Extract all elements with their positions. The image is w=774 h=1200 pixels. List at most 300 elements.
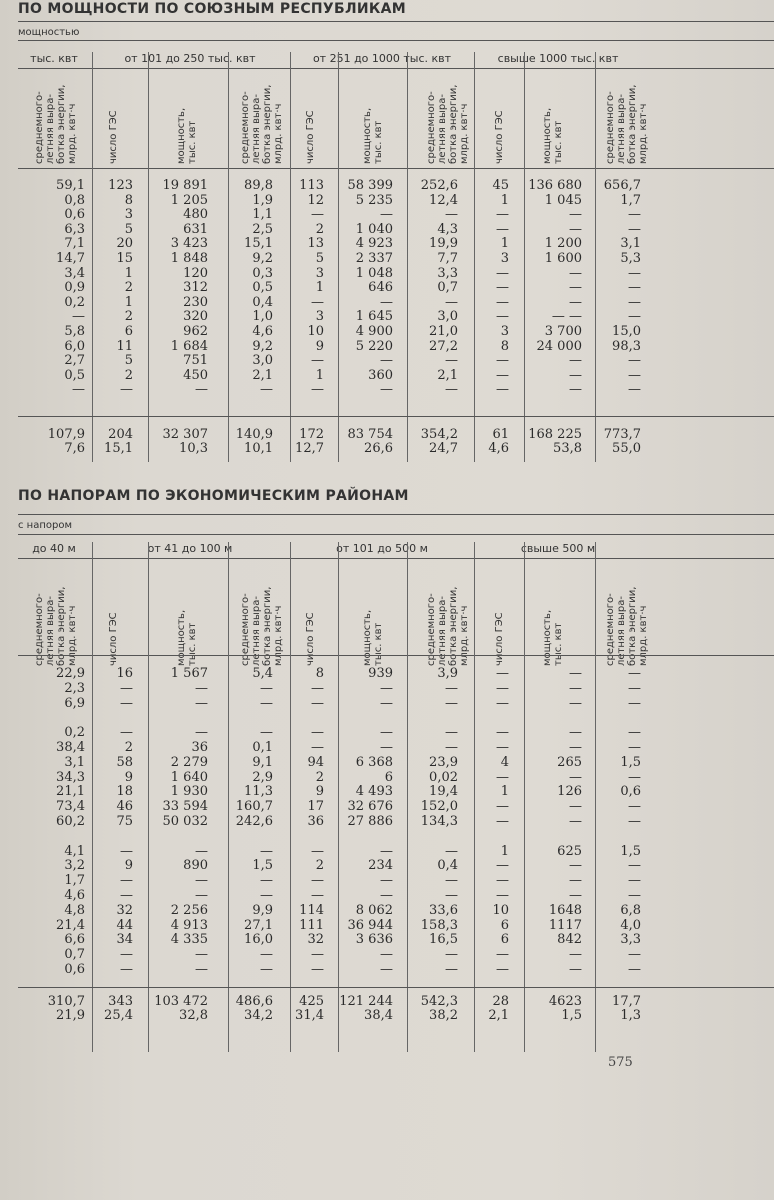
section2-table-cell: — bbox=[569, 814, 582, 829]
section1-table-cell: 20 bbox=[116, 236, 133, 252]
section2-table-cell: — bbox=[445, 888, 458, 903]
section1-table-cell: 120 bbox=[183, 265, 208, 281]
section1-table-cell: 0,7 bbox=[437, 280, 458, 296]
section1-table-cell: 252,6 bbox=[420, 178, 458, 193]
section2-column-header: среднемного- летняя выра- ботка энергии, млрд. квт·ч bbox=[605, 586, 649, 666]
section2-table-cell: — bbox=[628, 725, 641, 741]
section1-table-cell: 24 000 bbox=[536, 338, 582, 354]
section1-totals-cell: 172 bbox=[299, 427, 324, 442]
section2-table-cell: — bbox=[311, 680, 324, 696]
section2-table-cell: — bbox=[195, 843, 208, 859]
section2-totals-cell: 310,7 bbox=[47, 994, 85, 1009]
section2-table-cell: 939 bbox=[368, 666, 393, 681]
section2-table-cell: — bbox=[260, 873, 273, 889]
section1-table-cell: 5 235 bbox=[355, 192, 393, 208]
section2-column-header: мощность, тыс. квт bbox=[542, 609, 564, 666]
section2-table-cell: 34 bbox=[116, 932, 133, 948]
section1-table-cell: 3 700 bbox=[544, 324, 582, 339]
section1-table-cell: 27,2 bbox=[429, 338, 458, 354]
section1-table-cell: — bbox=[195, 382, 208, 398]
section2-table-cell: — bbox=[569, 873, 582, 889]
section2-table-cell: 33 594 bbox=[162, 799, 208, 815]
section1-totals-cell: 354,2 bbox=[420, 427, 458, 442]
section1-table-cell: 8 bbox=[124, 192, 133, 208]
section2-table-cell: 32 676 bbox=[347, 799, 393, 815]
section2-table-cell: — bbox=[120, 680, 133, 696]
section1-table-cell: 0,6 bbox=[64, 207, 85, 223]
section1-table-cell: 5 bbox=[315, 251, 324, 266]
section2-table-cell: 5,4 bbox=[252, 666, 273, 681]
section1-table-cell: 6 bbox=[124, 324, 133, 339]
section1-table-cell: 1 205 bbox=[170, 192, 208, 208]
section2-table-cell: — bbox=[311, 947, 324, 963]
section2-table-cell: 44 bbox=[116, 917, 133, 933]
section1-table-cell: — bbox=[496, 207, 509, 223]
section2-table-cell: 111 bbox=[299, 917, 324, 933]
section2-table-cell: 73,4 bbox=[56, 799, 85, 815]
section2-table-cell: 2,3 bbox=[64, 680, 85, 696]
section2-totals-cell: 486,6 bbox=[235, 994, 273, 1009]
section2-table-cell: — bbox=[496, 666, 509, 681]
section2-totals-cell: 1,5 bbox=[561, 1008, 582, 1023]
section1-totals-cell: 4,6 bbox=[488, 441, 509, 456]
section1-table-cell: 45 bbox=[492, 178, 509, 193]
section1-table-cell: — bbox=[628, 265, 641, 281]
section1-table-cell: 2 bbox=[124, 309, 133, 325]
section2-table-cell: 1,5 bbox=[620, 843, 641, 859]
section2-table-cell: 32 bbox=[307, 932, 324, 948]
section1-table-cell: — bbox=[569, 382, 582, 398]
section2-table-cell: 4,8 bbox=[64, 902, 85, 918]
section1-table-cell: 3,0 bbox=[437, 309, 458, 325]
section2-table-cell: — bbox=[120, 888, 133, 903]
section2-table-cell: 36 bbox=[307, 814, 324, 829]
section1-totals-cell: 140,9 bbox=[235, 427, 273, 442]
section2-table-cell: 36 944 bbox=[347, 917, 393, 933]
section2-header-rule bbox=[18, 534, 774, 535]
section2-table-cell: 32 bbox=[116, 902, 133, 918]
section1-table-cell: 1 684 bbox=[170, 338, 208, 354]
section2-table-cell: 2 bbox=[315, 858, 324, 874]
section2-table-cell: 9 bbox=[315, 784, 324, 800]
section2-column-header: число ГЭС bbox=[305, 612, 316, 666]
section1-table-cell: 3,3 bbox=[437, 265, 458, 281]
section2-table-cell: — bbox=[628, 814, 641, 829]
section1-table-cell: 19 891 bbox=[162, 178, 208, 193]
section1-totals-cell: 61 bbox=[492, 427, 509, 442]
section2-table-cell: 0,1 bbox=[252, 740, 273, 755]
section2-totals-cell: 32,8 bbox=[179, 1008, 208, 1023]
section1-column-header: среднемного- летняя выра- ботка энергии, млрд. квт·ч bbox=[426, 84, 470, 164]
section1-totals-rule bbox=[18, 416, 774, 417]
section1-table-cell: — bbox=[445, 207, 458, 223]
section2-table-cell: 36 bbox=[191, 740, 208, 755]
section2-totals-cell: 103 472 bbox=[154, 994, 208, 1009]
section2-table-cell: — bbox=[496, 858, 509, 874]
section1-column-rule bbox=[18, 168, 774, 169]
section1-table-cell: — bbox=[496, 382, 509, 398]
section2-table-cell: 50 032 bbox=[162, 814, 208, 829]
section2-table-cell: — bbox=[120, 843, 133, 859]
section1-table-cell: — bbox=[628, 207, 641, 223]
section1-table-cell: 1 040 bbox=[355, 221, 393, 237]
section2-first-group-label: до 40 м bbox=[32, 542, 76, 555]
section1-table-cell: 1,9 bbox=[252, 192, 273, 208]
section1-table-cell: 4,6 bbox=[252, 324, 273, 339]
section2-group-label: от 101 до 500 м bbox=[336, 542, 428, 555]
section1-table-cell: 98,3 bbox=[612, 338, 641, 354]
section1-table-cell: — bbox=[380, 353, 393, 369]
section1-column-header: мощность, тыс. квт bbox=[176, 107, 198, 164]
section2-totals-cell: 34,2 bbox=[244, 1008, 273, 1023]
section2-table-cell: 160,7 bbox=[235, 799, 273, 815]
section2-table-cell: 27 886 bbox=[347, 814, 393, 829]
section2-table-cell: 94 bbox=[307, 754, 324, 770]
section2-table-cell: 19,4 bbox=[429, 784, 458, 800]
section1-table-cell: 0,3 bbox=[252, 265, 273, 281]
section1-table-cell: 4 923 bbox=[355, 236, 393, 252]
section2-table-cell: 0,6 bbox=[64, 962, 85, 977]
section2-table-cell: 2 279 bbox=[170, 754, 208, 770]
section2-table-cell: — bbox=[569, 680, 582, 696]
section2-table-cell: — bbox=[628, 695, 641, 711]
section1-table-cell: 1 848 bbox=[170, 251, 208, 266]
section2-table-cell: 0,6 bbox=[620, 784, 641, 800]
section1-table-cell: 656,7 bbox=[603, 178, 641, 193]
section2-table-cell: 9 bbox=[124, 858, 133, 874]
section2-totals-cell: 38,2 bbox=[429, 1008, 458, 1023]
section2-table-cell: — bbox=[120, 962, 133, 977]
section1-table-cell: 3,4 bbox=[64, 265, 85, 281]
section2-table-cell: — bbox=[380, 947, 393, 963]
section1-table-cell: — bbox=[628, 367, 641, 383]
section2-table-cell: — bbox=[445, 843, 458, 859]
section1-table-cell: 12 bbox=[307, 192, 324, 208]
section1-table-cell: 9,2 bbox=[252, 338, 273, 354]
section2-totals-cell: 25,4 bbox=[104, 1008, 133, 1023]
section1-table-cell: — bbox=[380, 207, 393, 223]
section2-table-cell: 1 640 bbox=[170, 769, 208, 785]
section2-table-cell: 242,6 bbox=[235, 814, 273, 829]
section1-table-cell: 1,0 bbox=[252, 309, 273, 325]
section2-table-cell: — bbox=[260, 725, 273, 741]
section1-first-group-label: тыс. квт bbox=[30, 52, 78, 65]
section2-table-cell: — bbox=[569, 858, 582, 874]
section2-table-cell: 4 913 bbox=[170, 917, 208, 933]
section1-totals-cell: 26,6 bbox=[364, 441, 393, 456]
section2-table-cell: — bbox=[195, 695, 208, 711]
section1-totals-cell: 32 307 bbox=[162, 427, 208, 442]
section2-table-cell: 1,5 bbox=[620, 754, 641, 770]
section1-group-label: от 101 до 250 тыс. квт bbox=[124, 52, 256, 65]
section1-table-cell: — bbox=[569, 294, 582, 310]
section1-table-cell: — bbox=[569, 221, 582, 237]
section2-column-header: среднемного- летняя выра- ботка энергии, млрд. квт·ч bbox=[426, 586, 470, 666]
section2-title: ПО НАПОРАМ ПО ЭКОНОМИЧЕСКИМ РАЙОНАМ bbox=[18, 488, 409, 504]
section1-table-cell: 312 bbox=[183, 280, 208, 296]
section2-table-cell: — bbox=[628, 858, 641, 874]
section2-totals-cell: 542,3 bbox=[420, 994, 458, 1009]
section2-table-cell: — bbox=[380, 680, 393, 696]
section2-table-cell: 2 256 bbox=[170, 902, 208, 918]
section2-table-cell: — bbox=[380, 725, 393, 741]
section2-table-cell: 0,2 bbox=[64, 725, 85, 741]
section2-table-cell: — bbox=[496, 740, 509, 755]
section2-table-cell: — bbox=[569, 695, 582, 711]
section2-table-cell: 21,4 bbox=[56, 917, 85, 933]
section2-table-cell: 1 930 bbox=[170, 784, 208, 800]
section2-table-cell: 6 368 bbox=[355, 754, 393, 770]
section1-table-cell: 5 bbox=[124, 353, 133, 369]
section1-column-header: среднемного- летняя выра- ботка энергии, млрд. квт·ч bbox=[34, 84, 78, 164]
section1-table-cell: 123 bbox=[108, 178, 133, 193]
section1-table-cell: — bbox=[628, 294, 641, 310]
section1-table-cell: 4 900 bbox=[355, 324, 393, 339]
section2-table-cell: — bbox=[311, 843, 324, 859]
section1-table-cell: 59,1 bbox=[56, 178, 85, 193]
section2-table-cell: — bbox=[496, 814, 509, 829]
section1-table-cell: 15 bbox=[116, 251, 133, 266]
section1-table-cell: — bbox=[72, 309, 85, 325]
section1-totals-cell: 204 bbox=[108, 427, 133, 442]
section1-table-cell: 13 bbox=[307, 236, 324, 252]
section1-table-cell: 9,2 bbox=[252, 251, 273, 266]
section2-table-cell: 0,4 bbox=[437, 858, 458, 874]
section2-table-cell: — bbox=[628, 666, 641, 681]
section1-table-cell: 1 645 bbox=[355, 309, 393, 325]
section1-table-cell: 9 bbox=[315, 338, 324, 354]
section1-table-cell: 3 bbox=[500, 251, 509, 266]
section2-table-cell: 6 bbox=[500, 932, 509, 948]
section1-table-cell: 2 bbox=[315, 221, 324, 237]
section1-table-cell: — bbox=[628, 353, 641, 369]
section2-table-cell: 6,8 bbox=[620, 902, 641, 918]
section1-table-cell: 136 680 bbox=[528, 178, 582, 193]
section2-table-cell: — bbox=[628, 947, 641, 963]
section1-table-cell: 480 bbox=[183, 207, 208, 223]
section1-group-rule bbox=[18, 68, 774, 69]
section2-table-cell: — bbox=[260, 680, 273, 696]
section1-table-cell: 646 bbox=[368, 280, 393, 296]
section2-table-cell: — bbox=[195, 680, 208, 696]
section2-totals-cell: 2,1 bbox=[488, 1008, 509, 1023]
section1-table-cell: 2 bbox=[124, 280, 133, 296]
section2-table-cell: 9,9 bbox=[252, 902, 273, 918]
section1-table-cell: 3 bbox=[124, 207, 133, 223]
section1-table-cell: 1 bbox=[315, 280, 324, 296]
section2-table-cell: 16,5 bbox=[429, 932, 458, 948]
section1-table-cell: 6,3 bbox=[64, 221, 85, 237]
section1-title-rule bbox=[18, 21, 774, 22]
section1-table-cell: 5 220 bbox=[355, 338, 393, 354]
section2-table-cell: 114 bbox=[299, 902, 324, 918]
section1-totals-cell: 10,1 bbox=[244, 441, 273, 456]
section1-totals-cell: 55,0 bbox=[612, 441, 641, 456]
section1-table-cell: — bbox=[311, 382, 324, 398]
section2-table-cell: 22,9 bbox=[56, 666, 85, 681]
section1-group-label: свыше 1000 тыс. квт bbox=[497, 52, 619, 65]
section2-table-cell: — bbox=[496, 947, 509, 963]
section2-table-cell: 6,6 bbox=[64, 932, 85, 948]
section2-totals-cell: 425 bbox=[299, 994, 324, 1009]
section2-table-cell: 126 bbox=[557, 784, 582, 800]
section1-table-cell: — bbox=[569, 353, 582, 369]
section1-table-cell: — bbox=[380, 382, 393, 398]
section1-table-cell: — bbox=[380, 294, 393, 310]
section2-table-cell: — bbox=[445, 740, 458, 755]
section1-table-cell: 2 bbox=[124, 367, 133, 383]
section2-totals-cell: 121 244 bbox=[339, 994, 393, 1009]
section2-table-cell: — bbox=[120, 947, 133, 963]
section2-table-cell: — bbox=[445, 873, 458, 889]
section1-table-cell: 5,3 bbox=[620, 251, 641, 266]
section2-table-cell: — bbox=[195, 873, 208, 889]
section2-column-header: среднемного- летняя выра- ботка энергии, млрд. квт·ч bbox=[34, 586, 78, 666]
section1-table-cell: 2 337 bbox=[355, 251, 393, 266]
section1-table-cell: 1 600 bbox=[544, 251, 582, 266]
section2-table-cell: 27,1 bbox=[244, 917, 273, 933]
section2-table-cell: 0,7 bbox=[64, 947, 85, 963]
section2-table-cell: 265 bbox=[557, 754, 582, 770]
section2-table-cell: 1 bbox=[500, 784, 509, 800]
section1-table-cell: 0,5 bbox=[252, 280, 273, 296]
section1-table-cell: 89,8 bbox=[244, 178, 273, 193]
section2-table-cell: — bbox=[120, 695, 133, 711]
section2-table-cell: 625 bbox=[557, 843, 582, 859]
section1-table-cell: — bbox=[569, 207, 582, 223]
section2-table-cell: 4 bbox=[500, 754, 509, 770]
section2-table-cell: — bbox=[311, 695, 324, 711]
section1-table-cell: 962 bbox=[183, 324, 208, 339]
section1-table-cell: 7,1 bbox=[64, 236, 85, 252]
section2-table-cell: 6 bbox=[500, 917, 509, 933]
section1-table-cell: 3 bbox=[315, 309, 324, 325]
section2-table-cell: — bbox=[628, 769, 641, 785]
section2-table-cell: — bbox=[445, 962, 458, 977]
section1-table-cell: 230 bbox=[183, 294, 208, 310]
section2-table-cell: — bbox=[445, 695, 458, 711]
section2-group-label: свыше 500 м bbox=[520, 542, 596, 555]
section2-table-cell: — bbox=[260, 962, 273, 977]
section1-table-cell: 0,5 bbox=[64, 367, 85, 383]
section2-totals-cell: 28 bbox=[492, 994, 509, 1009]
section1-table-cell: — bbox=[311, 353, 324, 369]
section1-table-cell: 14,7 bbox=[56, 251, 85, 266]
section2-totals-cell: 38,4 bbox=[364, 1008, 393, 1023]
section1-table-cell: 1 bbox=[500, 236, 509, 252]
section2-table-cell: 3 636 bbox=[355, 932, 393, 948]
section1-column-header: мощность, тыс. квт bbox=[362, 107, 384, 164]
section2-table-cell: 0,02 bbox=[429, 769, 458, 785]
section2-table-cell: — bbox=[311, 962, 324, 977]
section1-totals-cell: 168 225 bbox=[528, 427, 582, 442]
section2-table-cell: 21,1 bbox=[56, 784, 85, 800]
section2-table-cell: — bbox=[496, 873, 509, 889]
section2-table-cell: — bbox=[380, 843, 393, 859]
section1-totals-cell: 24,7 bbox=[429, 441, 458, 456]
section2-table-cell: 33,6 bbox=[429, 902, 458, 918]
section2-table-cell: 234 bbox=[368, 858, 393, 874]
section1-totals-cell: 83 754 bbox=[347, 427, 393, 442]
section2-table-cell: 4,0 bbox=[620, 917, 641, 933]
section2-table-cell: — bbox=[120, 725, 133, 741]
section1-table-cell: — bbox=[445, 353, 458, 369]
section1-table-cell: — bbox=[311, 207, 324, 223]
section2-group-rule bbox=[18, 558, 774, 559]
section1-column-header: среднемного- летняя выра- ботка энергии, млрд. квт·ч bbox=[605, 84, 649, 164]
section2-table-cell: 16,0 bbox=[244, 932, 273, 948]
section1-table-cell: 15,0 bbox=[612, 324, 641, 339]
section2-table-cell: 842 bbox=[557, 932, 582, 948]
section2-table-cell: — bbox=[628, 799, 641, 815]
section2-table-cell: — bbox=[260, 888, 273, 903]
section2-table-cell: 3,9 bbox=[437, 666, 458, 681]
section1-table-cell: — bbox=[496, 280, 509, 296]
section1-table-cell: 10 bbox=[307, 324, 324, 339]
section2-table-cell: — bbox=[380, 873, 393, 889]
section1-table-cell: 450 bbox=[183, 367, 208, 383]
section1-table-cell: 11 bbox=[116, 338, 133, 354]
section1-header-rule bbox=[18, 40, 774, 41]
section1-table-cell: 7,7 bbox=[437, 251, 458, 266]
section2-table-cell: 1,7 bbox=[64, 873, 85, 889]
section2-table-cell: — bbox=[628, 680, 641, 696]
section2-table-cell: 8 bbox=[315, 666, 324, 681]
section2-table-cell: — bbox=[380, 888, 393, 903]
section2-totals-rule bbox=[18, 987, 774, 988]
section2-table-cell: — bbox=[569, 740, 582, 755]
section2-group-label: от 41 до 100 м bbox=[147, 542, 233, 555]
section2-table-cell: 152,0 bbox=[420, 799, 458, 815]
section1-table-cell: 1,7 bbox=[620, 192, 641, 208]
section1-table-cell: 1 bbox=[124, 294, 133, 310]
section2-table-cell: — bbox=[380, 962, 393, 977]
section2-table-cell: 890 bbox=[183, 858, 208, 874]
section2-table-cell: — bbox=[628, 888, 641, 903]
section2-table-cell: — bbox=[260, 947, 273, 963]
section2-table-cell: 2 bbox=[315, 769, 324, 785]
section2-table-cell: 60,2 bbox=[56, 814, 85, 829]
section1-column-header: число ГЭС bbox=[305, 110, 316, 164]
section1-table-cell: — bbox=[628, 280, 641, 296]
section1-table-cell: 58 399 bbox=[347, 178, 393, 193]
section1-group-label: от 251 до 1000 тыс. квт bbox=[312, 52, 452, 65]
section2-table-cell: 4,1 bbox=[64, 843, 85, 859]
section2-table-cell: 18 bbox=[116, 784, 133, 800]
section1-table-cell: 0,2 bbox=[64, 294, 85, 310]
section1-column-header: среднемного- летняя выра- ботка энергии, млрд. квт·ч bbox=[240, 84, 284, 164]
section1-title: ПО МОЩНОСТИ ПО СОЮЗНЫМ РЕСПУБЛИКАМ bbox=[18, 1, 407, 17]
section1-table-cell: 2,5 bbox=[252, 221, 273, 237]
section2-table-cell: — bbox=[195, 888, 208, 903]
section2-table-cell: 9,1 bbox=[252, 754, 273, 770]
section1-top-label: мощностью bbox=[18, 27, 80, 38]
section2-table-cell: — bbox=[445, 725, 458, 741]
section1-table-cell: 6,0 bbox=[64, 338, 85, 354]
section1-table-cell: — bbox=[120, 382, 133, 398]
section2-table-cell: — bbox=[628, 873, 641, 889]
section1-table-cell: 0,4 bbox=[252, 294, 273, 310]
section2-table-cell: 2,9 bbox=[252, 769, 273, 785]
section2-table-cell: 134,3 bbox=[420, 814, 458, 829]
section2-table-cell: — bbox=[569, 725, 582, 741]
section1-table-cell: 1 bbox=[500, 192, 509, 208]
section1-table-cell: — bbox=[569, 367, 582, 383]
section1-column-header: число ГЭС bbox=[108, 110, 119, 164]
section1-table-cell: 1 048 bbox=[355, 265, 393, 281]
section2-table-cell: — bbox=[195, 725, 208, 741]
section2-table-cell: 1648 bbox=[548, 902, 582, 918]
